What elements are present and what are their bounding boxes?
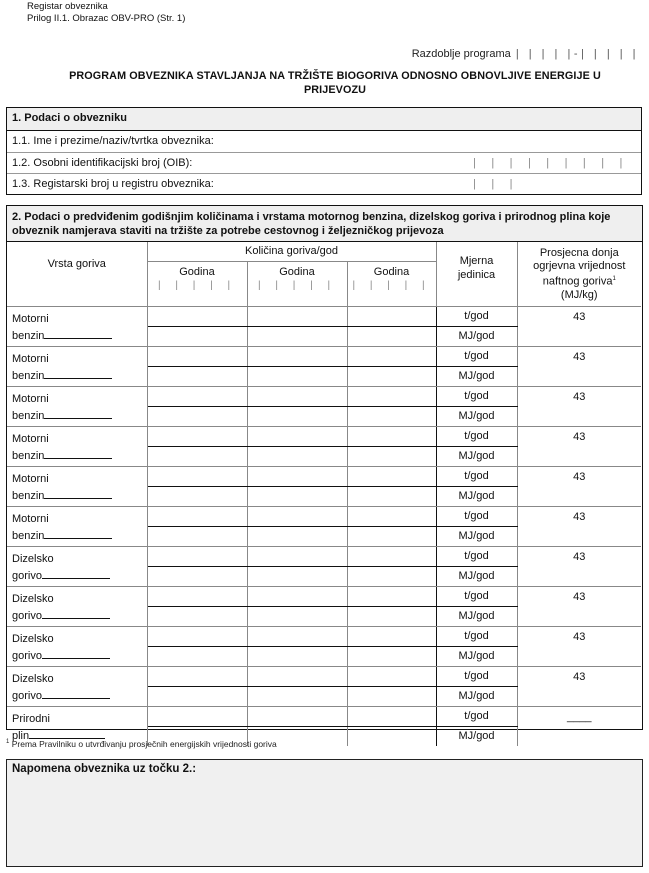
oib-input[interactable]: | | | | | | | | | | | |	[473, 156, 629, 190]
calorific-value-cell: 43	[517, 387, 641, 427]
qty-year1-t-cell[interactable]	[147, 387, 247, 407]
qty-year1-mj-cell[interactable]	[147, 567, 247, 587]
fuel-subtype-input[interactable]	[42, 687, 110, 699]
section1-heading: 1. Podaci o obvezniku	[7, 108, 641, 131]
fuel-type-line2: gorivo	[12, 607, 147, 624]
qty-year3-t-cell[interactable]	[347, 707, 436, 727]
unit-t-cell: t/god	[436, 707, 517, 727]
fuel-type-line1: Dizelsko	[12, 553, 54, 565]
table-row	[7, 467, 641, 487]
qty-year3-mj-cell[interactable]	[347, 447, 436, 467]
unit-t-cell: t/god	[436, 507, 517, 527]
year-1-input[interactable]: | | | | |	[157, 280, 237, 291]
qty-year2-t-cell[interactable]	[247, 627, 347, 647]
unit-mj-cell: MJ/god	[436, 647, 517, 667]
qty-year2-mj-cell[interactable]	[247, 527, 347, 547]
qty-year2-mj-cell[interactable]	[247, 687, 347, 707]
qty-year3-mj-cell[interactable]	[347, 487, 436, 507]
col-year-3: Godina | | | | |	[347, 262, 436, 307]
qty-year1-t-cell[interactable]	[147, 307, 247, 327]
qty-year1-t-cell[interactable]	[147, 547, 247, 567]
qty-year2-t-cell[interactable]	[247, 307, 347, 327]
qty-year3-t-cell[interactable]	[347, 627, 436, 647]
fuel-type-line2: gorivo	[12, 567, 147, 584]
qty-year3-t-cell[interactable]	[347, 507, 436, 527]
unit-mj-cell: MJ/god	[436, 607, 517, 627]
calorific-value-cell: 43	[517, 547, 641, 587]
fuel-type-line2: gorivo	[12, 647, 147, 664]
obligor-name-field[interactable]	[7, 131, 641, 153]
unit-mj-cell: MJ/god	[436, 367, 517, 387]
qty-year3-mj-cell[interactable]	[347, 727, 436, 747]
qty-year1-t-cell[interactable]	[147, 667, 247, 687]
qty-year2-t-cell[interactable]	[247, 387, 347, 407]
qty-year1-t-cell[interactable]	[147, 707, 247, 727]
table-row	[7, 307, 641, 327]
qty-year1-mj-cell[interactable]	[147, 447, 247, 467]
qty-year2-mj-cell[interactable]	[247, 607, 347, 627]
fuel-type-cell[interactable]	[7, 307, 147, 347]
qty-year2-mj-cell[interactable]	[247, 647, 347, 667]
page-title-line1: PROGRAM OBVEZNIKA STAVLJANJA NA TRŽIŠTE BIOGORIVA ODNOSNO OBNOVLJIVE ENERGIJE U	[69, 70, 601, 82]
fuel-type-cell[interactable]	[7, 587, 147, 627]
qty-year2-mj-cell[interactable]	[247, 407, 347, 427]
qty-year1-t-cell[interactable]	[147, 587, 247, 607]
qty-year2-mj-cell[interactable]	[247, 327, 347, 347]
fuel-subtype-input[interactable]	[42, 607, 110, 619]
fuel-type-cell[interactable]	[7, 427, 147, 467]
col-fuel-type: Vrsta goriva	[7, 242, 147, 307]
col-quantity-group: Količina goriva/god	[147, 242, 436, 262]
calorific-value-cell: 43	[517, 307, 641, 347]
year-3-input[interactable]: | | | | |	[352, 280, 431, 291]
qty-year3-t-cell[interactable]	[347, 587, 436, 607]
fuel-type-line1: Dizelsko	[12, 593, 54, 605]
calorific-value-cell: 43	[517, 507, 641, 547]
fuel-type-line1: Motorni	[12, 353, 49, 365]
unit-t-cell: t/god	[436, 387, 517, 407]
registry-number-label: 1.3. Registarski broj u registru obveznika:	[12, 178, 214, 190]
fuel-type-cell[interactable]	[7, 507, 147, 547]
qty-year3-mj-cell[interactable]	[347, 607, 436, 627]
table-row	[7, 427, 641, 447]
fuel-type-line2: benzin	[12, 487, 147, 504]
oib-label: 1.2. Osobni identifikacijski broj (OIB):	[12, 156, 193, 169]
form-code-label: Prilog II.1. Obrazac OBV-PRO (Str. 1)	[27, 13, 186, 24]
calorific-value-cell: ____	[567, 711, 592, 723]
fuel-type-line1: Dizelsko	[12, 673, 54, 685]
fuel-subtype-input[interactable]	[44, 367, 112, 379]
calorific-value-cell: 43	[517, 587, 641, 627]
qty-year1-t-cell[interactable]	[147, 627, 247, 647]
col-calorific-line1: Prosjecna donja	[539, 247, 619, 259]
qty-year3-mj-cell[interactable]	[347, 527, 436, 547]
fuel-type-line2: benzin	[12, 527, 147, 544]
fuel-type-line1: Motorni	[12, 473, 49, 485]
qty-year2-mj-cell[interactable]	[247, 367, 347, 387]
fuel-type-line2: plin	[12, 727, 147, 744]
qty-year2-t-cell[interactable]	[247, 507, 347, 527]
unit-mj-cell: MJ/god	[436, 327, 517, 347]
calorific-value-cell: 43	[517, 667, 641, 707]
qty-year3-t-cell[interactable]	[347, 347, 436, 367]
qty-year2-t-cell[interactable]	[247, 667, 347, 687]
unit-t-cell: t/god	[436, 467, 517, 487]
qty-year3-mj-cell[interactable]	[347, 327, 436, 347]
qty-year1-t-cell[interactable]	[147, 507, 247, 527]
fuel-subtype-input[interactable]	[44, 527, 112, 539]
col-unit	[436, 242, 517, 307]
qty-year3-t-cell[interactable]	[347, 307, 436, 327]
table-row	[7, 387, 641, 407]
unit-mj-cell: MJ/god	[436, 567, 517, 587]
qty-year3-t-cell[interactable]	[347, 667, 436, 687]
page-title-line2: PRIJEVOZU	[303, 84, 367, 96]
footnote-marker: 1	[6, 739, 10, 746]
qty-year1-mj-cell[interactable]	[147, 327, 247, 347]
fuel-type-line2: gorivo	[12, 687, 147, 704]
unit-t-cell: t/god	[436, 587, 517, 607]
fuel-quantity-table	[7, 242, 641, 746]
fuel-type-line2: benzin	[12, 407, 147, 424]
program-period-field[interactable]	[412, 48, 639, 60]
footnote-text: Prema Pravilniku o utvrđivanju prosječnih energijskih vrijednosti goriva	[11, 739, 277, 749]
fuel-subtype-input[interactable]	[42, 647, 110, 659]
unit-t-cell: t/god	[436, 547, 517, 567]
qty-year2-t-cell[interactable]	[247, 427, 347, 447]
program-period-input[interactable]: | | | | |-| | | | |	[515, 48, 639, 60]
fuel-type-line2: benzin	[12, 327, 147, 344]
qty-year1-mj-cell[interactable]	[147, 367, 247, 387]
fuel-type-line1: Motorni	[12, 393, 49, 405]
qty-year1-mj-cell[interactable]	[147, 487, 247, 507]
qty-year3-mj-cell[interactable]	[347, 367, 436, 387]
unit-t-cell: t/god	[436, 307, 517, 327]
qty-year2-t-cell[interactable]	[247, 707, 347, 727]
section-obligor-data	[6, 107, 642, 195]
table-row	[7, 587, 641, 607]
table-row	[7, 627, 641, 647]
fuel-type-line2: benzin	[12, 447, 147, 464]
qty-year1-t-cell[interactable]	[147, 467, 247, 487]
fuel-subtype-input[interactable]	[44, 447, 112, 459]
fuel-type-cell[interactable]	[7, 627, 147, 667]
registry-number-field[interactable]	[7, 174, 641, 196]
registry-label: Registar obveznika	[27, 1, 108, 12]
qty-year1-mj-cell[interactable]	[147, 407, 247, 427]
qty-year1-mj-cell[interactable]	[147, 607, 247, 627]
unit-t-cell: t/god	[436, 427, 517, 447]
fuel-type-cell[interactable]	[7, 347, 147, 387]
fuel-type-line1: Prirodni	[12, 713, 50, 725]
section-fuel-quantities	[6, 205, 643, 742]
table-row	[7, 707, 641, 727]
unit-mj-cell: MJ/god	[436, 487, 517, 507]
col-unit-line2: jedinica	[457, 269, 496, 281]
qty-year1-mj-cell[interactable]	[147, 647, 247, 667]
fuel-subtype-input[interactable]	[42, 567, 110, 579]
col-calorific-value	[517, 242, 641, 307]
unit-mj-cell: MJ/god	[436, 407, 517, 427]
unit-mj-cell: MJ/god	[436, 527, 517, 547]
fuel-type-cell[interactable]	[7, 667, 147, 707]
program-period-label: Razdoblje programa	[411, 48, 511, 60]
qty-year2-t-cell[interactable]	[247, 547, 347, 567]
fuel-subtype-input[interactable]	[44, 327, 112, 339]
qty-year1-mj-cell[interactable]	[147, 687, 247, 707]
section2-heading: 2. Podaci o predviđenim godišnjim količinama i vrstama motornog benzina, dizelskog goriva i prirodnog plina koje obveznik namjerava staviti na tržište za potrebe cestovnog i željezničkog prijevoza	[7, 206, 642, 242]
qty-year1-t-cell[interactable]	[147, 347, 247, 367]
calorific-value-cell: 43	[517, 347, 641, 387]
table-row	[7, 547, 641, 567]
qty-year1-mj-cell[interactable]	[147, 527, 247, 547]
qty-year2-t-cell[interactable]	[247, 587, 347, 607]
qty-year3-mj-cell[interactable]	[347, 647, 436, 667]
qty-year2-mj-cell[interactable]	[247, 447, 347, 467]
col-calorific-line3: naftnog goriva$^1$	[542, 275, 616, 288]
qty-year2-mj-cell[interactable]	[247, 567, 347, 587]
fuel-type-cell[interactable]	[7, 387, 147, 427]
col-unit-line1: Mjerna	[459, 255, 494, 267]
col-calorific-line2: ogrjevna vrijednost	[533, 260, 626, 272]
table-row	[7, 347, 641, 367]
unit-mj-cell: MJ/god	[436, 447, 517, 467]
fuel-type-line1: Motorni	[12, 313, 49, 325]
fuel-type-line1: Motorni	[12, 433, 49, 445]
fuel-type-line2: benzin	[12, 367, 147, 384]
year-2-input[interactable]: | | | | |	[257, 280, 337, 291]
qty-year3-t-cell[interactable]	[347, 427, 436, 447]
calorific-value-cell: 43	[517, 627, 641, 667]
qty-year3-t-cell[interactable]	[347, 467, 436, 487]
unit-t-cell: t/god	[436, 667, 517, 687]
unit-t-cell: t/god	[436, 347, 517, 367]
qty-year3-t-cell[interactable]	[347, 547, 436, 567]
qty-year2-t-cell[interactable]	[247, 347, 347, 367]
fuel-subtype-input[interactable]	[44, 407, 112, 419]
qty-year1-t-cell[interactable]	[147, 427, 247, 447]
fuel-type-line1: Motorni	[12, 513, 49, 525]
fuel-subtype-input[interactable]	[29, 727, 105, 739]
qty-year3-t-cell[interactable]	[347, 387, 436, 407]
col-year-1: Godina | | | | |	[147, 262, 247, 307]
col-calorific-line4: (MJ/kg)	[560, 288, 598, 301]
table-row	[7, 667, 641, 687]
fuel-type-line1: Dizelsko	[12, 633, 54, 645]
obligor-name-label: 1.1. Ime i prezime/naziv/tvrtka obveznika:	[12, 135, 214, 147]
page-title	[40, 69, 630, 97]
col-year-2: Godina | | | | |	[247, 262, 347, 307]
calorific-value-cell: 43	[517, 467, 641, 507]
qty-year2-mj-cell[interactable]	[247, 487, 347, 507]
fuel-subtype-input[interactable]	[44, 487, 112, 499]
unit-t-cell: t/god	[436, 627, 517, 647]
fuel-type-cell[interactable]	[7, 467, 147, 507]
qty-year3-mj-cell[interactable]	[347, 687, 436, 707]
obligor-notes-box[interactable]	[6, 759, 643, 867]
unit-mj-cell: MJ/god	[436, 727, 517, 747]
obligor-notes-label: Napomena obveznika uz točku 2.:	[12, 763, 197, 775]
qty-year3-mj-cell[interactable]	[347, 567, 436, 587]
qty-year3-mj-cell[interactable]	[347, 407, 436, 427]
calorific-value-cell: 43	[517, 427, 641, 467]
footnote	[6, 739, 277, 749]
qty-year2-t-cell[interactable]	[247, 467, 347, 487]
table-row	[7, 507, 641, 527]
unit-mj-cell: MJ/god	[436, 687, 517, 707]
footnote-ref: 1	[612, 276, 616, 282]
fuel-type-cell[interactable]	[7, 547, 147, 587]
